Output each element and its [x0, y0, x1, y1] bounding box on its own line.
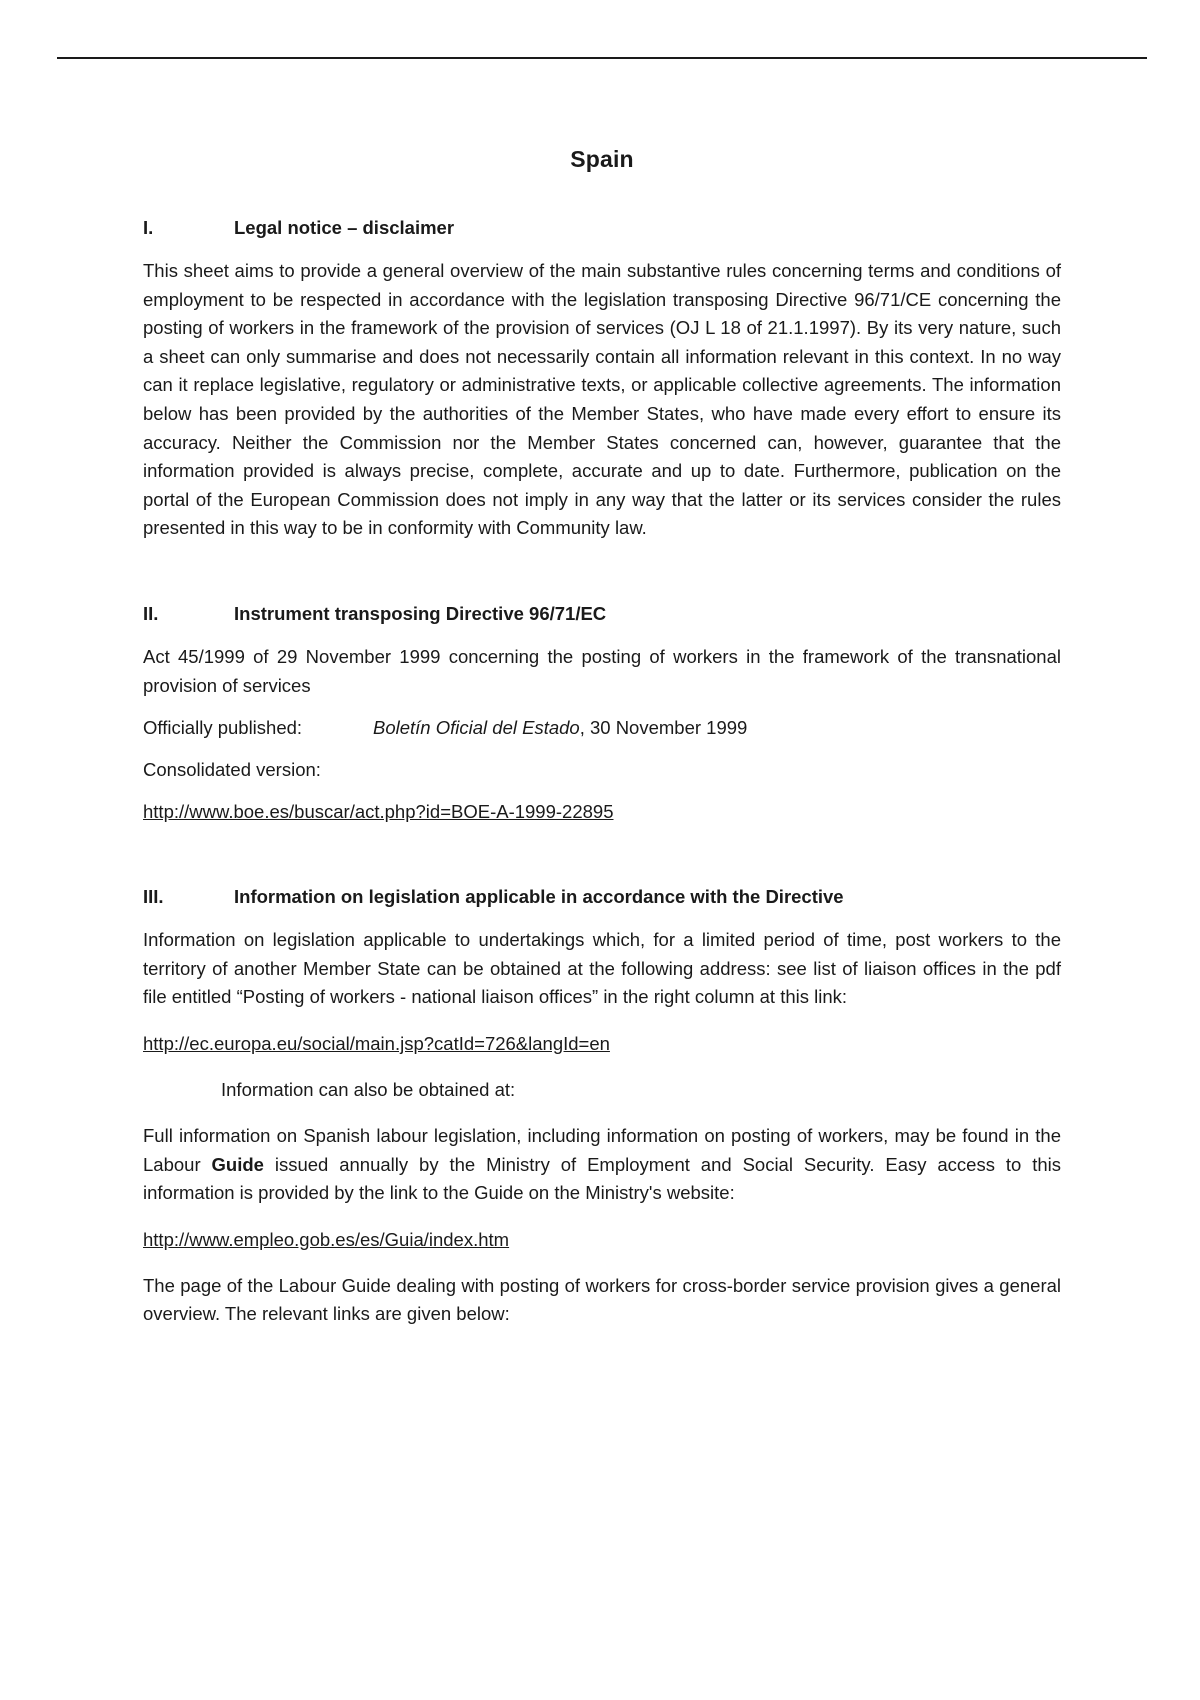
labour-guide-text-after: issued annually by the Ministry of Employment and Social Security. Easy access to this information is provided by the link to the Guide on the Ministry's website: [143, 1153, 1061, 1204]
consolidated-version-row [143, 756, 1061, 784]
section-2-title: Instrument transposing Directive 96/71/EC [234, 602, 607, 624]
published-source: Boletín Oficial del Estado [373, 717, 580, 739]
disclaimer-paragraph: This sheet aims to provide a general overview of the main substantive rules concerning terms and conditions of employment to be respected in accordance with the legislation transposing Directive 96/71/CE concerning the posting of workers in the framework of the provision of services (OJ L 18 of 21.1.1997). By its very nature, such a sheet can only summarise and does not necessarily contain all information relevant in this context. In no way can it replace legislative, regulatory or administrative texts, or applicable collective agreements. The information below has been provided by the authorities of the Member States, who have made every effort to ensure its accuracy. Neither the Commission nor the Member States concerned can, however, guarantee that the information provided is always precise, complete, accurate and up to date. Furthermore, publication on the portal of the European Commission does not imply in any way that the latter or its services consider the rules presented in this way to be in conformity with Community law. [143, 260, 1061, 539]
published-value [373, 714, 747, 742]
section-1-number: I. [143, 217, 154, 238]
empleo-guide-link[interactable]: http://www.empleo.gob.es/es/Guia/index.htm [143, 1228, 510, 1250]
section-3-title: Information on legislation applicable in accordance with the Directive [234, 886, 844, 908]
ec-europa-link[interactable]: http://ec.europa.eu/social/main.jsp?catId=726&langId=en [143, 1032, 610, 1054]
labour-guide-paragraph [143, 1122, 1061, 1208]
header-rule [57, 57, 1147, 59]
published-date: , 30 November 1999 [579, 717, 748, 739]
section-2-heading [143, 601, 1061, 627]
section-1-heading [143, 215, 1061, 241]
document-body [143, 140, 1061, 1329]
also-obtained-text: Information can also be obtained at: [221, 1078, 516, 1100]
consolidated-label: Consolidated version: [143, 759, 321, 781]
labour-guide-bold: Guide [211, 1153, 264, 1175]
section-3-heading [143, 884, 1061, 910]
act-paragraph: Act 45/1999 of 29 November 1999 concerning the posting of workers in the framework of the transnational provision of services [143, 645, 1061, 696]
boe-consolidated-link[interactable]: http://www.boe.es/buscar/act.php?id=BOE-A-1999-22895 [143, 801, 614, 823]
published-label: Officially published: [143, 717, 303, 739]
official-publication-row [143, 714, 1061, 742]
section-1-title: Legal notice – disclaimer [234, 217, 455, 238]
page-title: Spain [570, 146, 634, 172]
closing-paragraph: The page of the Labour Guide dealing with posting of workers for cross-border service provision gives a general overview. The relevant links are given below: [143, 1274, 1061, 1325]
section-3-number: III. [143, 886, 164, 908]
liaison-offices-paragraph: Information on legislation applicable to undertakings which, for a limited period of time, post workers to the territory of another Member State can be obtained at the following address: see list of liaison offices in the pdf file entitled “Posting of workers - national liaison offices” in the right column at this link: [143, 929, 1061, 1008]
labour-guide-text-before: Full information on Spanish labour legislation, including information on posting of workers, may be found in the Labour [143, 1124, 1061, 1175]
section-2-number: II. [143, 602, 159, 624]
